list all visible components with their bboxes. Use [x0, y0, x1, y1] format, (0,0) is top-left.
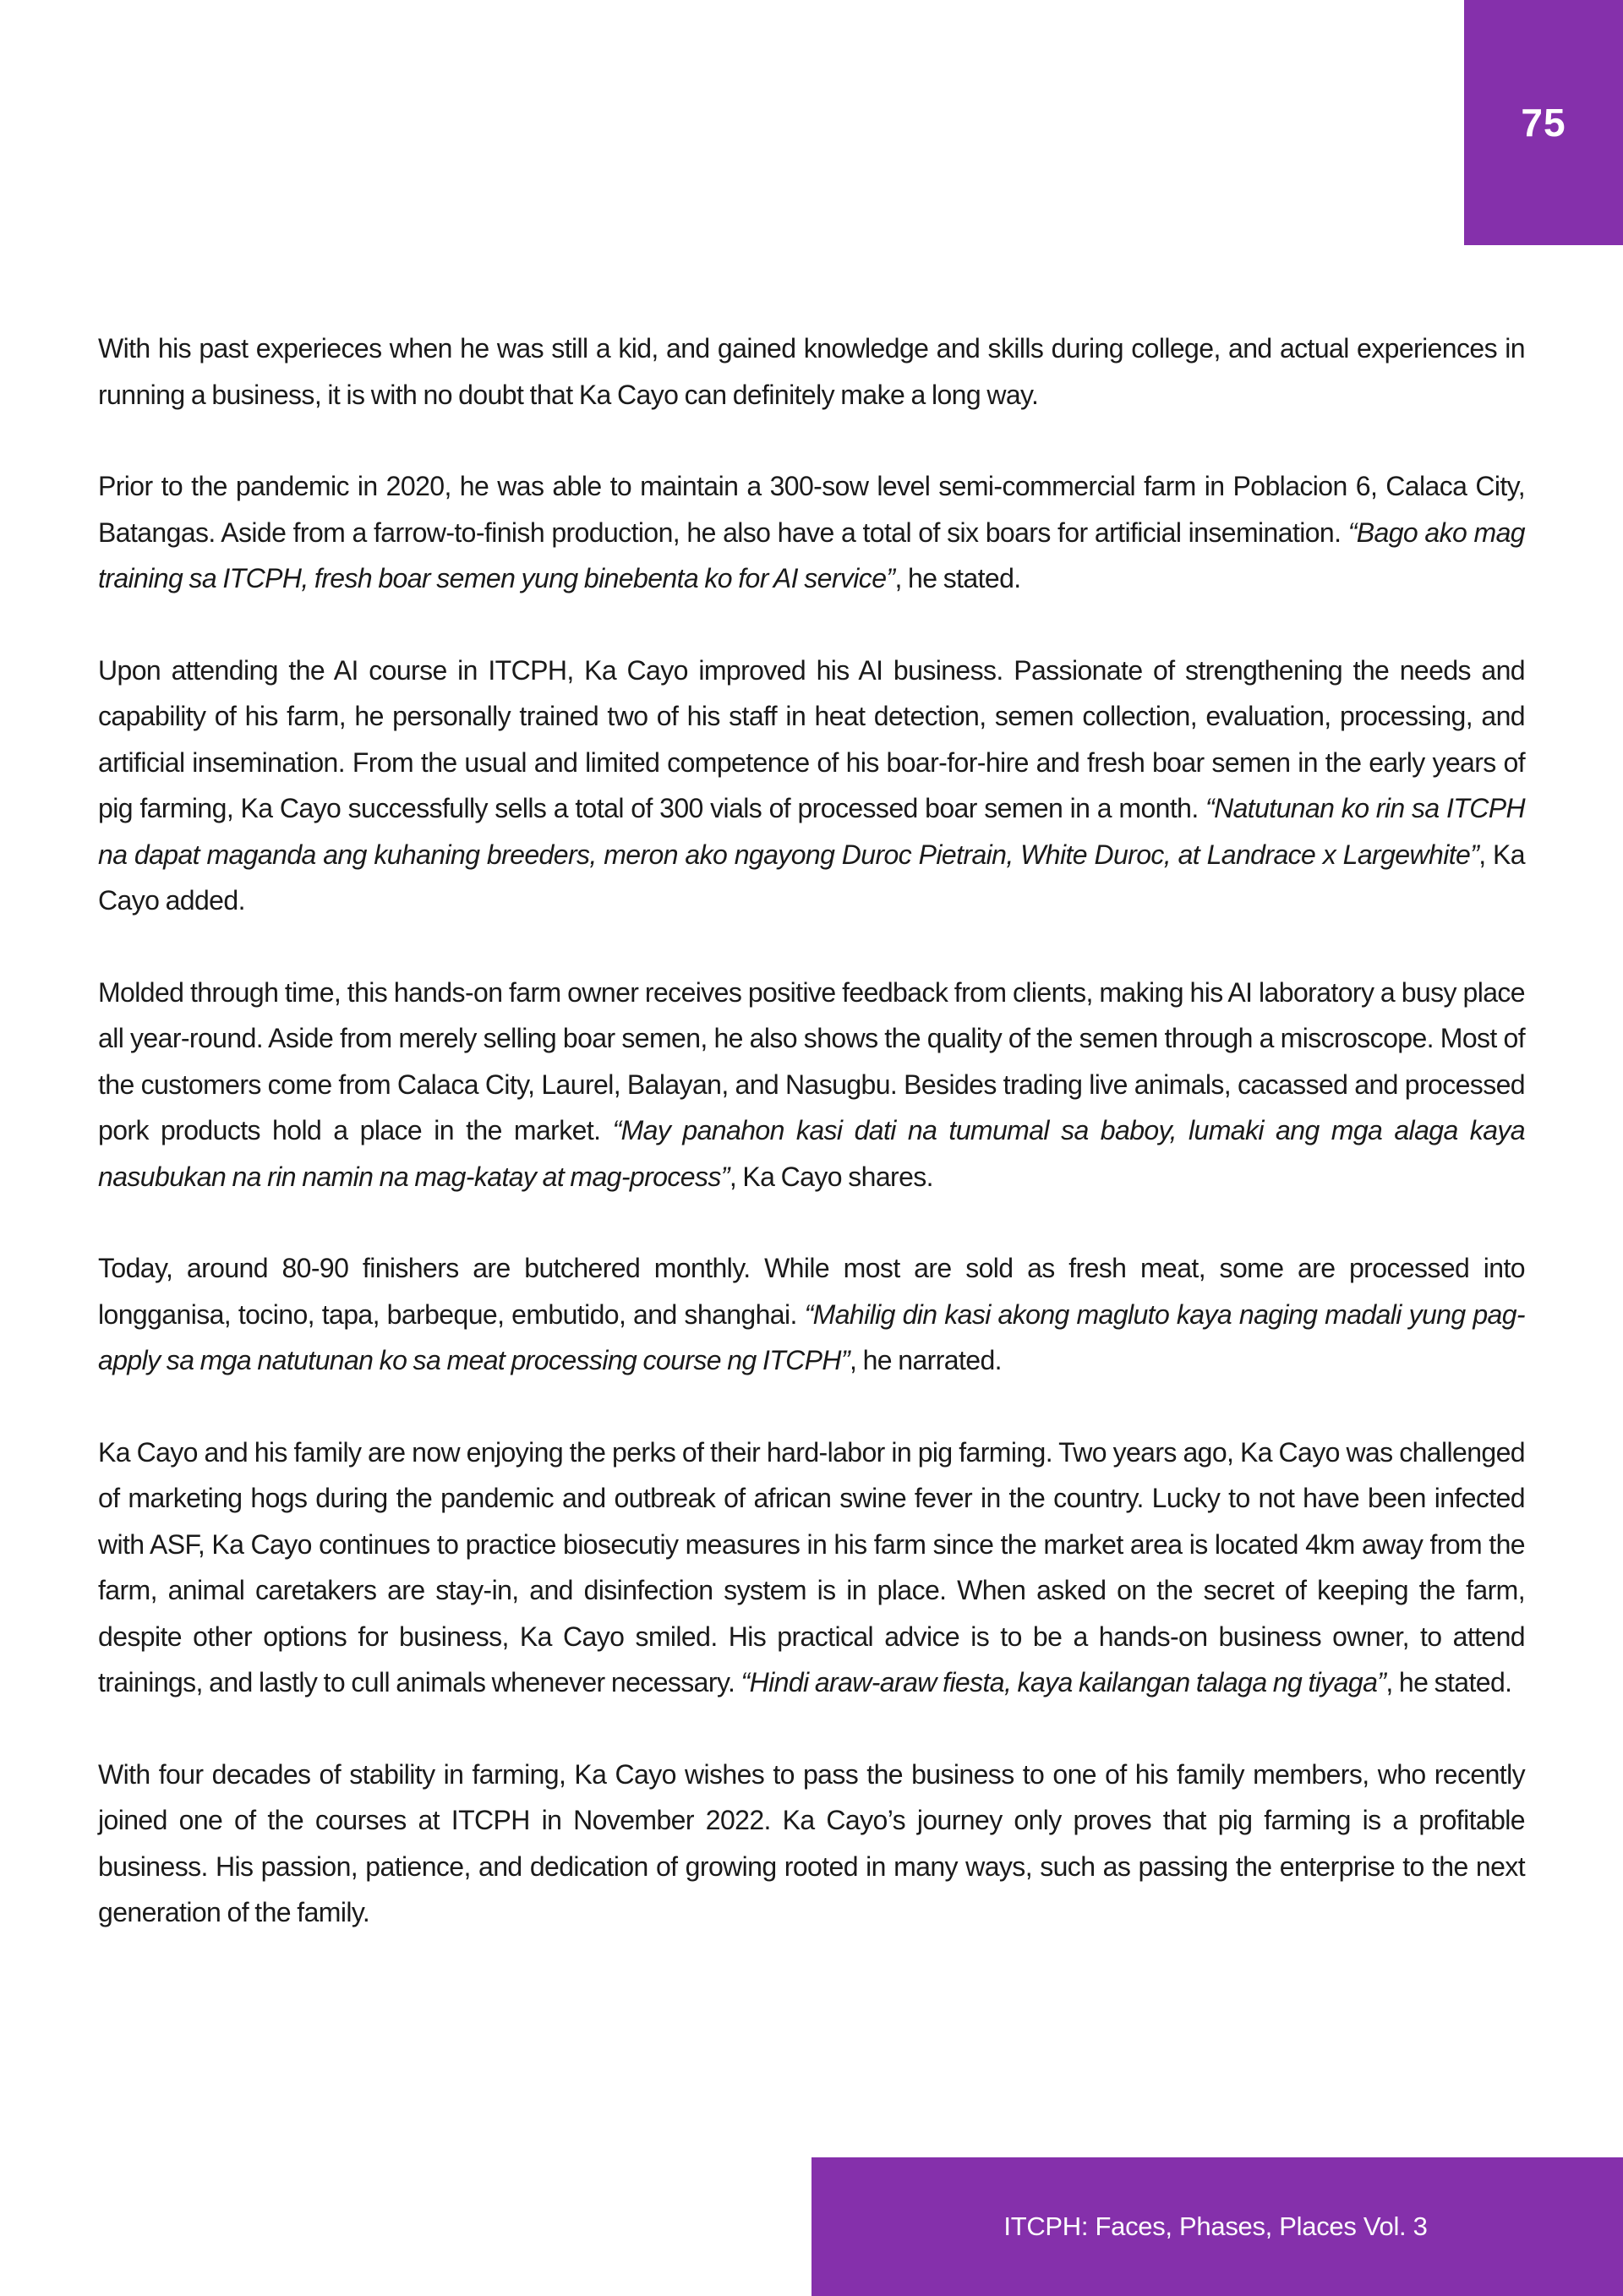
quote: “May panahon kasi dati na tumumal sa baboy, lumaki ang mga alaga kaya nasubukan na rin namin na mag-katay at mag-process”	[98, 1115, 1525, 1192]
attribution: , Ka Cayo added.	[98, 839, 1525, 916]
paragraph-7	[98, 1752, 1525, 1936]
attribution: , he stated.	[1385, 1667, 1512, 1697]
paragraph-text: Ka Cayo and his family are now enjoying the perks of their hard-labor in pig farming. Two years ago, Ka Cayo was challenged of marketing hogs during the pandemic and outbreak of african swine fever in the country. Lucky to not have been infected with ASF, Ka Cayo continues to practice biosecutiy measures in his farm since the market area is located 4km away from the farm, animal caretakers are stay-in, and disinfection system is in place. When asked on the secret of keeping the farm, despite other options for business, Ka Cayo smiled. His practical advice is to be a hands-on business owner, to attend trainings, and lastly to cull animals whenever necessary.	[98, 1436, 1525, 1697]
article-body	[98, 325, 1525, 1982]
paragraph-text: With four decades of stability in farming, Ka Cayo wishes to pass the business to one of his family members, who recently joined one of the courses at ITCPH in November 2022. Ka Cayo’s journey only proves that pig farming is a profitable business. His passion, patience, and dedication of growing rooted in many ways, such as passing the enterprise to the next generation of the family.	[98, 1758, 1525, 1927]
quote: “Bago ako mag training sa ITCPH, fresh boar semen yung binebenta ko for AI service”	[98, 517, 1525, 593]
attribution: , Ka Cayo shares.	[729, 1161, 933, 1192]
paragraph-6	[98, 1430, 1525, 1706]
paragraph-text: Prior to the pandemic in 2020, he was able to maintain a 300-sow level semi-commercial farm in Poblacion 6, Calaca City, Batangas. Aside from a farrow-to-finish production, he also have a total of six boars for artificial insemination.	[98, 471, 1525, 548]
publication-title: ITCPH: Faces, Phases, Places Vol. 3	[1003, 2211, 1428, 2241]
attribution: , he narrated.	[850, 1345, 1002, 1375]
attribution: , he stated.	[894, 563, 1021, 593]
paragraph-1	[98, 325, 1525, 418]
paragraph-2	[98, 463, 1525, 602]
quote: “Hindi araw-araw fiesta, kaya kailangan talaga ng tiyaga”	[740, 1667, 1386, 1697]
paragraph-text: With his past experieces when he was still a kid, and gained knowledge and skills during college, and actual experiences in running a business, it is with no doubt that Ka Cayo can definitely make a long way.	[98, 333, 1525, 410]
quote: “Mahilig din kasi akong magluto kaya naging madali yung pag-apply sa mga natutunan ko sa meat processing course ng ITCPH”	[98, 1298, 1525, 1375]
paragraph-5	[98, 1245, 1525, 1384]
page-number-tab	[1464, 0, 1623, 245]
paragraph-text: Today, around 80-90 finishers are butchered monthly. While most are sold as fresh meat, some are processed into longganisa, tocino, tapa, barbeque, embutido, and shanghai.	[98, 1253, 1525, 1330]
quote: “Natutunan ko rin sa ITCPH na dapat maganda ang kuhaning breeders, meron ako ngayong Duroc Pietrain, White Duroc, at Landrace x Largewhite”	[98, 793, 1525, 870]
paragraph-text: Upon attending the AI course in ITCPH, Ka Cayo improved his AI business. Passionate of strengthening the needs and capability of his farm, he personally trained two of his staff in heat detection, semen collection, evaluation, processing, and artificial insemination. From the usual and limited competence of his boar-for-hire and fresh boar semen in the early years of pig farming, Ka Cayo successfully sells a total of 300 vials of processed boar semen in a month.	[98, 654, 1525, 823]
paragraph-4	[98, 970, 1525, 1200]
page-number: 75	[1521, 101, 1566, 145]
paragraph-text: Molded through time, this hands-on farm owner receives positive feedback from clients, making his AI laboratory a busy place all year-round. Aside from merely selling boar semen, he also shows the quality of the semen through a miscroscope. Most of the customers come from Calaca City, Laurel, Balayan, and Nasugbu. Besides trading live animals, cacassed and processed pork products hold a place in the market.	[98, 976, 1525, 1145]
footer-band	[812, 2157, 1623, 2296]
paragraph-3	[98, 648, 1525, 924]
